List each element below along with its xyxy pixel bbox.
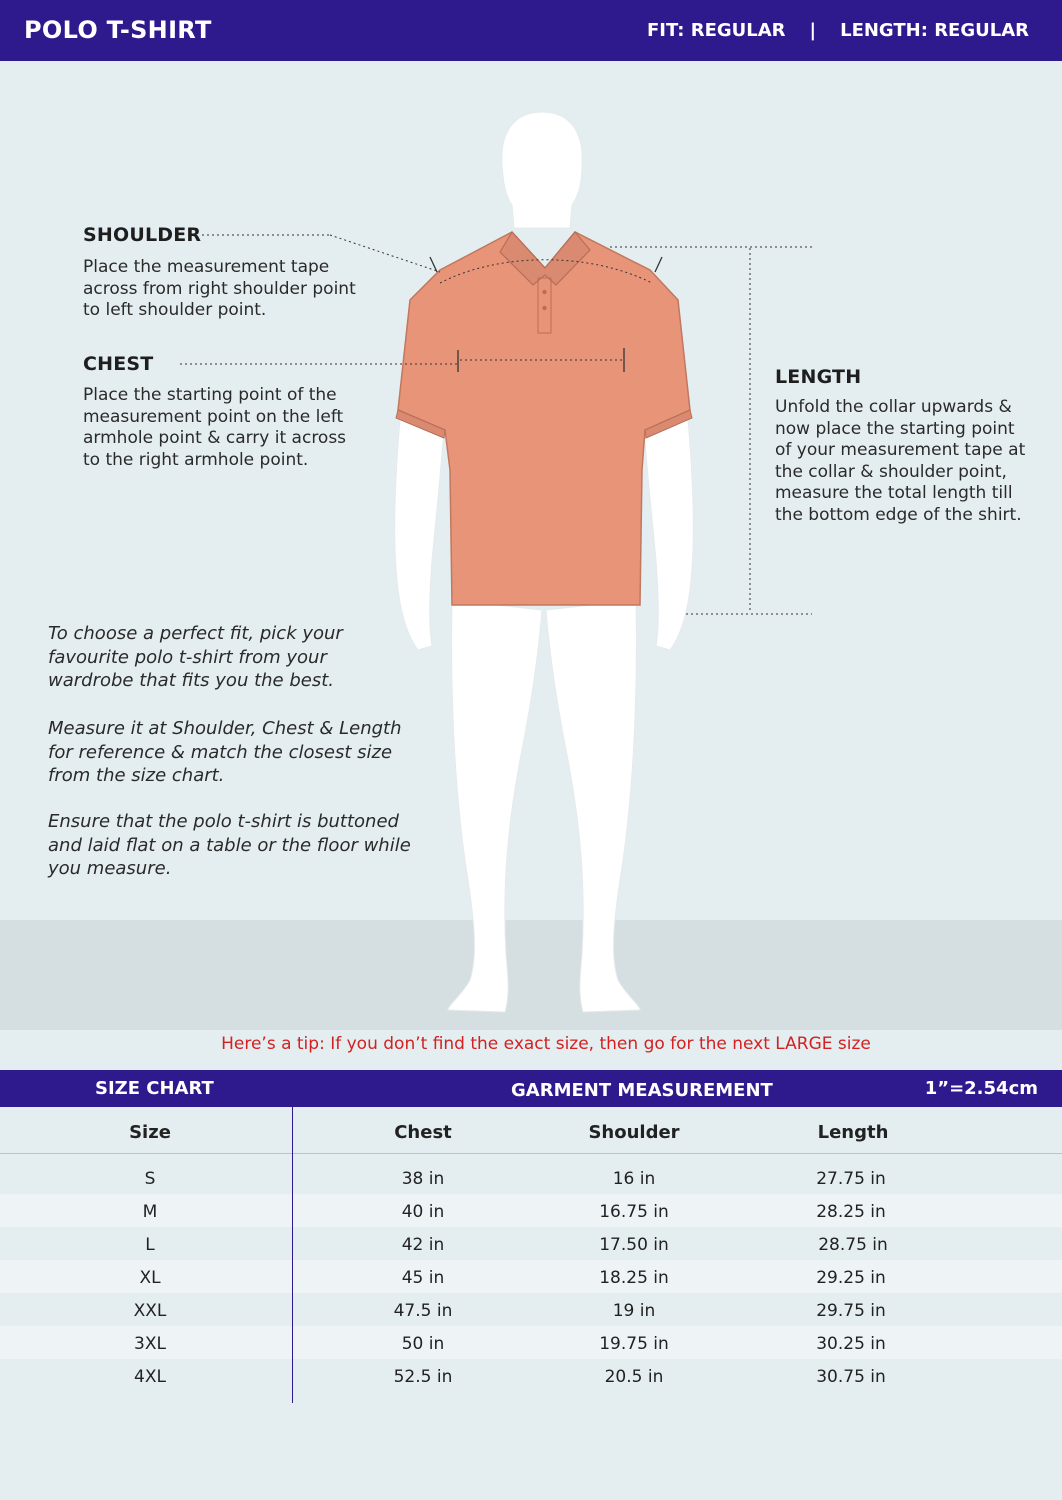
size-cell: 3XL: [134, 1334, 166, 1354]
text-line: measure the total length till: [775, 483, 1013, 503]
instruction-paragraph-1: [48, 622, 428, 693]
text-line: for reference & match the closest size: [48, 741, 393, 763]
size-cell: L: [145, 1235, 155, 1255]
chest-heading: CHEST: [83, 353, 154, 375]
size-cell: M: [142, 1202, 158, 1222]
text-line: of your measurement tape at: [775, 440, 1026, 460]
length-cell: 28.75 in: [818, 1235, 888, 1255]
table-row: [0, 1359, 1062, 1392]
length-cell: 30.75 in: [816, 1367, 886, 1387]
text-line: Measure it at Shoulder, Chest & Length: [48, 718, 402, 739]
shoulder-cell: 18.25 in: [599, 1268, 669, 1288]
table-header-row: [0, 1107, 1062, 1154]
text-line: to left shoulder point.: [83, 300, 267, 320]
size-chart-title: SIZE CHART: [95, 1078, 214, 1099]
size-cell: XL: [139, 1268, 161, 1288]
text-line: Ensure that the polo t-shirt is buttoned: [48, 811, 399, 832]
text-line: Unfold the collar upwards &: [775, 397, 1012, 417]
column-header-size: Size: [129, 1122, 171, 1143]
column-divider: [292, 1107, 293, 1403]
table-row: [0, 1194, 1062, 1227]
text-line: measurement point on the left: [83, 406, 344, 427]
chest-cell: 50 in: [401, 1334, 445, 1354]
length-cell: 29.25 in: [816, 1268, 886, 1288]
chest-cell: 47.5 in: [393, 1301, 453, 1321]
chest-cell: 42 in: [401, 1235, 445, 1255]
column-header-length: Length: [817, 1122, 889, 1143]
shoulder-cell: 20.5 in: [604, 1367, 664, 1387]
polo-shirt: [396, 232, 692, 605]
text-line: armhole point & carry it across: [83, 428, 347, 448]
fit-separator: |: [809, 20, 817, 41]
shoulder-description: [83, 257, 356, 322]
unit-conversion: 1”=2.54cm: [924, 1078, 1038, 1099]
fit-label: FIT: REGULAR: [646, 20, 786, 41]
text-line: you measure.: [48, 858, 172, 879]
chest-cell: 40 in: [401, 1202, 445, 1222]
chest-cell: 52.5 in: [393, 1367, 453, 1387]
header-bar: [0, 0, 1062, 61]
length-label: LENGTH: REGULAR: [840, 20, 1029, 41]
text-line: and laid flat on a table or the floor while: [48, 834, 411, 856]
size-table: [0, 1107, 1062, 1500]
text-line: Place the starting point of the: [83, 385, 337, 405]
table-row: [0, 1260, 1062, 1293]
page-title: POLO T-SHIRT: [24, 16, 212, 44]
text-line: To choose a perfect fit, pick your: [48, 623, 343, 644]
shoulder-heading: SHOULDER: [83, 224, 202, 246]
size-cell: 4XL: [134, 1367, 166, 1387]
garment-measurement-title: GARMENT MEASUREMENT: [511, 1080, 773, 1101]
text-line: the bottom edge of the shirt.: [775, 504, 1022, 525]
table-row: [0, 1227, 1062, 1260]
chest-description: [83, 385, 346, 471]
length-cell: 28.25 in: [816, 1202, 886, 1222]
fit-info: [647, 20, 1029, 41]
text-line: across from right shoulder point: [83, 278, 356, 299]
shoulder-cell: 16 in: [612, 1169, 656, 1189]
length-cell: 27.75 in: [816, 1169, 886, 1189]
size-cell: XXL: [133, 1301, 167, 1321]
table-row: [0, 1161, 1062, 1194]
instruction-paragraph-2: [48, 717, 428, 788]
table-row: [0, 1293, 1062, 1326]
text-line: the collar & shoulder point,: [775, 461, 1007, 482]
chest-cell: 45 in: [401, 1268, 445, 1288]
text-line: favourite polo t-shirt from your: [48, 646, 327, 668]
length-cell: 30.25 in: [816, 1334, 886, 1354]
shoulder-cell: 16.75 in: [599, 1202, 669, 1222]
column-header-chest: Chest: [394, 1122, 452, 1143]
text-line: to the right armhole point.: [83, 449, 309, 470]
length-description: [775, 397, 1025, 526]
text-line: wardrobe that fits you the best.: [48, 670, 334, 691]
shirt-body: [398, 232, 690, 605]
size-chart-bar: [0, 1070, 1062, 1107]
length-cell: 29.75 in: [816, 1301, 886, 1321]
shoulder-cell: 19 in: [612, 1301, 656, 1321]
text-line: now place the starting point: [775, 418, 1015, 439]
column-header-shoulder: Shoulder: [588, 1122, 680, 1143]
shoulder-cell: 17.50 in: [599, 1235, 669, 1255]
table-row: [0, 1326, 1062, 1359]
length-heading: LENGTH: [775, 366, 862, 388]
chest-cell: 38 in: [401, 1169, 445, 1189]
text-line: Place the measurement tape: [83, 257, 330, 277]
text-line: from the size chart.: [48, 765, 225, 786]
size-cell: S: [144, 1169, 156, 1189]
shoulder-cell: 19.75 in: [599, 1334, 669, 1354]
size-tip: Here’s a tip: If you don’t find the exact size, then go for the next LARGE size: [221, 1034, 871, 1054]
instruction-paragraph-3: [48, 810, 428, 881]
